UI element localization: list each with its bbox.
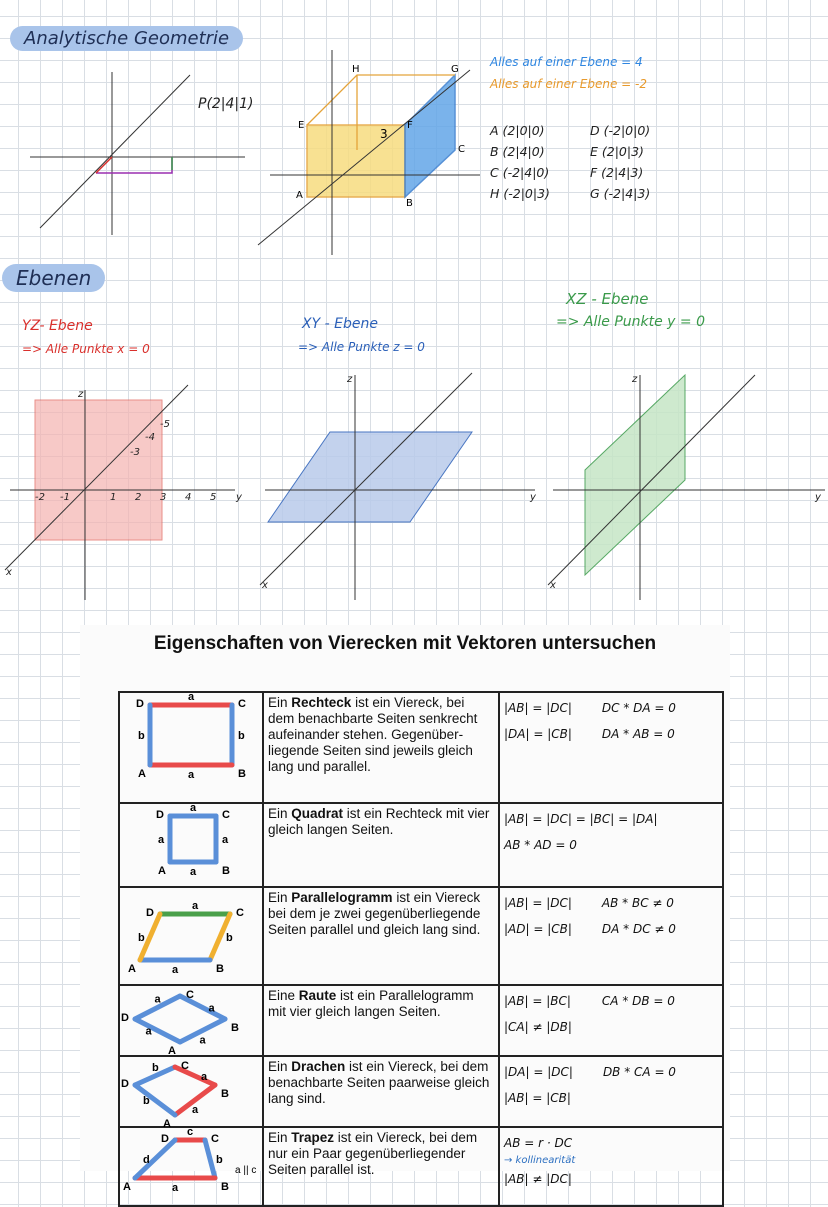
z-axis-label: z xyxy=(78,389,84,400)
definition-cell xyxy=(263,692,499,803)
x-axis-label: x xyxy=(6,567,12,578)
formula: |DA| = |DC| xyxy=(504,1065,573,1079)
z-axis-label: z xyxy=(632,374,638,385)
formula-cell xyxy=(499,985,723,1056)
plane-title-xz: XZ - Ebene xyxy=(566,290,649,308)
shape-label: a xyxy=(222,834,229,846)
xz-plane-diagram xyxy=(548,375,825,600)
formula: |AB| = |BC| xyxy=(504,994,571,1008)
shape-name: Rechteck xyxy=(291,695,352,710)
formula: AB = r · DC xyxy=(504,1136,573,1150)
xy-plane-diagram xyxy=(260,373,535,600)
def-post: ist ein Viereck bei dem je zwei gegenüberliegende Seiten parallel und gleich lang sind. xyxy=(268,890,481,937)
sheet-heading: Eigenschaften von Vierecken mit Vektoren untersuchen xyxy=(153,633,657,654)
formula-cell xyxy=(499,1127,723,1206)
shape-label: C xyxy=(181,1060,189,1072)
def-pre: Ein xyxy=(268,695,292,710)
table-row xyxy=(119,985,723,1056)
kite-icon xyxy=(120,1057,262,1130)
title-pill: Analytische Geometrie xyxy=(10,26,243,51)
def-post: ist ein Parallelogramm mit vier gleich langen Seiten. xyxy=(268,988,474,1019)
shape-label: b xyxy=(216,1154,223,1166)
formula: CA * DB = 0 xyxy=(601,994,675,1008)
shape-figure xyxy=(119,887,263,985)
shape-label: a xyxy=(172,964,179,976)
tick: -3 xyxy=(130,447,140,458)
shape-label: D xyxy=(121,1078,129,1090)
table-row xyxy=(119,692,723,803)
plane-desc-xz: => Alle Punkte y = 0 xyxy=(556,314,706,330)
shape-label: D xyxy=(121,1012,129,1024)
tick: 5 xyxy=(210,492,217,503)
shape-label: a xyxy=(192,1104,199,1116)
shape-label: b xyxy=(226,932,233,944)
shape-label: B xyxy=(221,1181,229,1193)
shape-label: b xyxy=(143,1095,150,1107)
x-axis-label: x xyxy=(550,580,556,591)
point-b: B (2|4|0) xyxy=(490,144,545,159)
def-post: ist ein Viereck, bei dem nur ein Paar gegenüberliegender Seiten parallel ist. xyxy=(268,1130,478,1177)
trapezoid-icon xyxy=(120,1128,262,1201)
shape-label: B xyxy=(222,865,230,877)
shape-label: a xyxy=(154,993,161,1006)
shape-label: B xyxy=(231,1022,239,1034)
y-axis-label: y xyxy=(815,492,821,503)
shape-label: A xyxy=(123,1181,131,1193)
height-label: 3 xyxy=(380,127,388,141)
shape-label: D xyxy=(136,698,144,710)
def-pre: Ein xyxy=(268,1059,292,1074)
point-a: A (2|0|0) xyxy=(490,123,545,138)
shape-figure xyxy=(119,692,263,803)
tick: 3 xyxy=(160,492,167,503)
def-pre: Ein xyxy=(268,806,292,821)
table-row xyxy=(119,887,723,985)
def-pre: Eine xyxy=(268,988,299,1003)
formula: |AB| = |DC| = |BC| = |DA| xyxy=(504,812,658,826)
definition-cell xyxy=(263,887,499,985)
z-axis-label: z xyxy=(347,374,353,385)
tick: -5 xyxy=(160,419,170,430)
formula: DB * CA = 0 xyxy=(602,1065,676,1079)
shape-label: a xyxy=(172,1182,179,1194)
shape-label: A xyxy=(163,1118,171,1130)
cube-points xyxy=(490,120,680,204)
formula: DC * DA = 0 xyxy=(601,701,676,715)
shape-label: B xyxy=(221,1088,229,1100)
vertex-g: G xyxy=(451,64,459,75)
rhombus-icon xyxy=(120,986,262,1057)
shape-name: Parallelogramm xyxy=(291,890,393,905)
point-label: P(2|4|1) xyxy=(198,96,254,112)
formula: |AB| = |DC| xyxy=(504,896,572,910)
point-d: D (-2|0|0) xyxy=(590,123,651,138)
shape-label: B xyxy=(216,963,224,975)
tick: 1 xyxy=(110,492,117,503)
plane-title-yz: YZ- Ebene xyxy=(22,318,93,334)
formula: AB * BC ≠ 0 xyxy=(601,896,674,910)
table-row xyxy=(119,803,723,887)
tick: 2 xyxy=(135,492,142,503)
vertex-c: C xyxy=(458,144,465,155)
shape-label: a xyxy=(190,866,197,878)
quadrilateral-table xyxy=(118,691,724,1207)
point-f: F (2|4|3) xyxy=(590,165,644,180)
shape-label: C xyxy=(211,1133,219,1145)
plane-desc-yz: => Alle Punkte x = 0 xyxy=(22,342,150,356)
shape-label: C xyxy=(236,907,244,919)
plane-desc-xy: => Alle Punkte z = 0 xyxy=(298,340,425,354)
shape-label: b xyxy=(138,932,145,944)
table-row xyxy=(119,1127,723,1206)
shape-label: A xyxy=(138,768,146,780)
parallelogram-icon xyxy=(120,888,262,980)
shape-label: C xyxy=(222,809,230,821)
shape-figure xyxy=(119,1056,263,1130)
shape-label: A xyxy=(128,963,136,975)
kollinear-note: → kollinearität xyxy=(504,1155,576,1166)
shape-label: B xyxy=(238,768,246,780)
shape-label: a xyxy=(201,1071,208,1083)
square-icon xyxy=(120,804,262,882)
tick: -4 xyxy=(145,432,155,443)
formula: AB * AD = 0 xyxy=(504,838,577,852)
formula: DA * AB = 0 xyxy=(601,727,675,741)
quadrilateral-sheet xyxy=(80,625,730,1194)
vertex-h: H xyxy=(352,64,360,75)
shape-label: b xyxy=(238,730,245,742)
shape-figure xyxy=(119,803,263,887)
section-pill-ebenen: Ebenen xyxy=(2,264,105,292)
shape-label: D xyxy=(156,809,164,821)
shape-label: a xyxy=(158,834,165,846)
shape-figure xyxy=(119,985,263,1056)
shape-name: Trapez xyxy=(291,1130,335,1145)
x-axis-label: x xyxy=(262,580,268,591)
shape-label: a xyxy=(145,1025,152,1038)
point-h: H (-2|0|3) xyxy=(490,186,550,201)
formula-cell xyxy=(499,803,723,887)
shape-label: b xyxy=(152,1062,159,1074)
vertex-a: A xyxy=(296,190,303,201)
def-pre: Ein xyxy=(268,1130,292,1145)
shape-name: Raute xyxy=(298,988,337,1003)
formula-cell xyxy=(499,1056,723,1127)
def-post: ist ein Viereck, bei dem benachbarte Seiten paarweise gleich lang sind. xyxy=(268,1059,490,1106)
y-axis-label: y xyxy=(530,492,536,503)
note-orange: Alles auf einer Ebene = -2 xyxy=(490,77,647,91)
cube-diagram xyxy=(258,50,480,255)
shape-label: C xyxy=(186,989,194,1001)
shape-label: b xyxy=(138,730,145,742)
point-g: G (-2|4|3) xyxy=(590,186,651,201)
formula: |AB| ≠ |DC| xyxy=(504,1172,572,1186)
vertex-f: F xyxy=(407,120,413,131)
shape-name: Drachen xyxy=(291,1059,346,1074)
shape-label: C xyxy=(238,698,246,710)
shape-label: A xyxy=(158,865,166,877)
formula: DA * DC ≠ 0 xyxy=(601,922,676,936)
shape-label: a xyxy=(192,900,199,912)
shape-label: D xyxy=(146,907,154,919)
table-row xyxy=(119,1056,723,1127)
shape-label: c xyxy=(187,1126,194,1138)
definition-cell xyxy=(263,1127,499,1206)
def-post: ist ein Rechteck mit vier gleich langen Seiten. xyxy=(268,806,490,837)
shape-label: a xyxy=(188,691,195,703)
shape-label: d xyxy=(143,1154,150,1166)
formula: |AB| = |CB| xyxy=(504,1091,571,1105)
y-axis-label: y xyxy=(236,492,242,503)
note-blue: Alles auf einer Ebene = 4 xyxy=(490,55,643,69)
definition-cell xyxy=(263,803,499,887)
shape-label: a xyxy=(190,802,197,814)
shape-label: a xyxy=(199,1034,206,1047)
formula: |DA| = |CB| xyxy=(504,727,572,741)
point-e: E (2|0|3) xyxy=(590,144,644,159)
rectangle-icon xyxy=(120,693,262,798)
def-post: ist ein Viereck, bei dem benachbarte Seiten senkrecht aufeinander stehen. Gegenüber-liegende Seiten sind jeweils gleich lang und parallel. xyxy=(268,695,478,774)
formula-cell xyxy=(499,692,723,803)
shape-label: a xyxy=(188,769,195,781)
parallel-note: a || c xyxy=(235,1165,257,1176)
shape-label: A xyxy=(168,1045,176,1057)
point-c: C (-2|4|0) xyxy=(490,165,550,180)
formula: |CA| ≠ |DB| xyxy=(504,1020,572,1034)
tick: -2 xyxy=(35,492,45,503)
tick: -1 xyxy=(60,492,70,503)
shape-name: Quadrat xyxy=(291,806,344,821)
vertex-e: E xyxy=(298,120,305,131)
plane-title-xy: XY - Ebene xyxy=(302,316,378,332)
def-pre: Ein xyxy=(268,890,292,905)
definition-cell xyxy=(263,1056,499,1127)
shape-label: D xyxy=(161,1133,169,1145)
tick: 4 xyxy=(185,492,192,503)
formula: |AD| = |CB| xyxy=(504,922,572,936)
formula: |AB| = |DC| xyxy=(504,701,572,715)
formula-cell xyxy=(499,887,723,985)
definition-cell xyxy=(263,985,499,1056)
shape-label: a xyxy=(208,1002,215,1015)
shape-figure xyxy=(119,1127,263,1206)
vertex-b: B xyxy=(406,198,413,209)
